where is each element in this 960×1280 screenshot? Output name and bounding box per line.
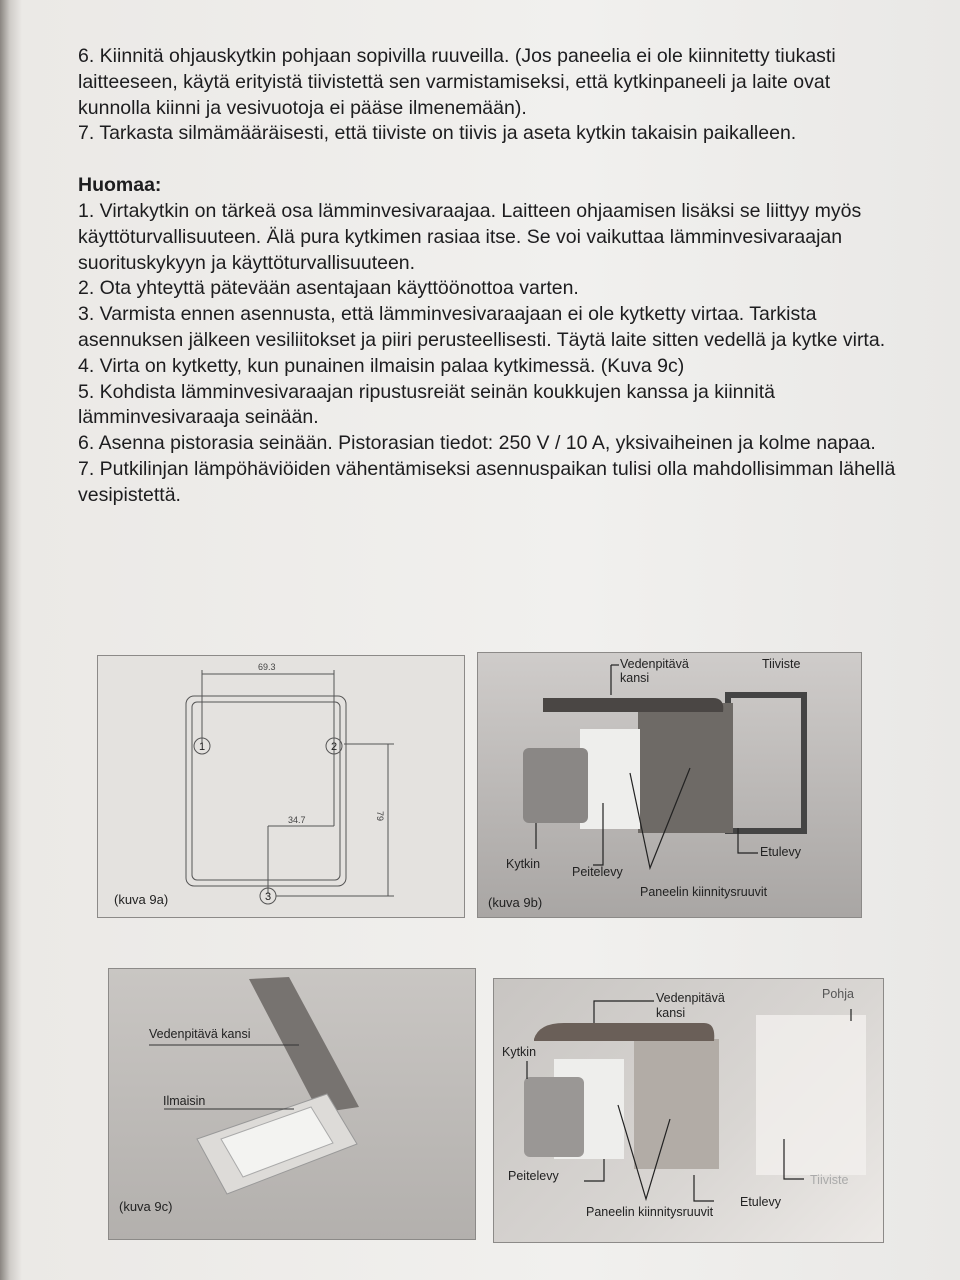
note-1: 1. Virtakytkin on tärkeä osa lämminvesivaraajaa. Laitteen ohjaamisen lisäksi se liittyy myös käyttöturvallisuuteen. Älä pura kytkimen rasiaa itse. Se voi vaikuttaa lämminvesivaraajan suorituskykyyn ja käyttöturvallisuuteen. — [78, 199, 862, 274]
label-indicator: Ilmaisin — [163, 1094, 206, 1108]
label-switch: Kytkin — [506, 857, 541, 871]
hole-1: 1 — [199, 741, 206, 753]
note-2: 2. Ota yhteyttä pätevään asentajaan käyttöönottoa varten. — [78, 277, 579, 300]
note-7: 7. Putkilinjan lämpöhäviöiden vähentämiseksi asennuspaikan tulisi olla mahdollisimman lähellä vesipistettä. — [78, 457, 896, 506]
hole-2: 2 — [331, 741, 338, 753]
note-heading: Huomaa: — [78, 174, 162, 197]
figure-9a — [97, 655, 465, 918]
figure-9c — [108, 968, 476, 1240]
note-3: 3. Varmista ennen asennusta, että lämminvesivaraajaan ei ole kytketty virtaa. Tarkista asennuksen jälkeen vesiliitokset ja piiri perusteellisesti. Täytä laite sitten vedellä ja kytke virta. — [78, 303, 886, 351]
dimension-drawing — [98, 656, 465, 918]
figure-9d — [493, 978, 884, 1243]
figure-9b — [477, 652, 862, 918]
dim-width: 69.3 — [258, 662, 276, 672]
label-screws: Paneelin kiinnitysruuvit — [586, 1205, 714, 1219]
caption-9a: (kuva 9a) — [114, 892, 169, 907]
step-7: 7. Tarkasta silmämääräisesti, että tiiviste on tiivis ja aseta kytkin takaisin paikalleen. — [78, 122, 797, 145]
label-screws: Paneelin kiinnitysruuvit — [640, 885, 768, 899]
caption-9c: (kuva 9c) — [119, 1199, 173, 1214]
caption-9b: (kuva 9b) — [488, 895, 543, 910]
dim-half: 34.7 — [288, 815, 306, 825]
dim-height: 79 — [375, 811, 385, 822]
step-6: 6. Kiinnitä ohjauskytkin pohjaan sopivilla ruuveilla. (Jos paneelia ei ole kiinnitetty tiukasti laitteeseen, käytä erityistä tiivistettä sen varmistamiseksi, että kytkinpaneeli ja laite ovat kunnolla kiinni ja vesivuotoja ei pääse ilmenemään). — [78, 45, 836, 119]
label-front-plate: Etulevy — [740, 1195, 781, 1209]
label-base: Pohja — [822, 987, 854, 1001]
label-switch: Kytkin — [502, 1045, 537, 1059]
label-front-plate: Etulevy — [760, 845, 801, 859]
label-cover-plate: Peitelevy — [572, 865, 623, 879]
label-cover: Vedenpitävä kansi — [656, 991, 725, 1020]
instruction-text — [78, 44, 908, 509]
note-6: 6. Asenna pistorasia seinään. Pistorasian tiedot: 250 V / 10 A, yksivaiheinen ja kolme napaa. — [78, 432, 876, 455]
label-cover-plate: Peitelevy — [508, 1169, 559, 1183]
label-seal: Tiiviste — [810, 1173, 849, 1187]
note-5: 5. Kohdista lämminvesivaraajan ripustusreiät seinän koukkujen kanssa ja kiinnitä lämminvesivaraaja seinään. — [78, 380, 775, 429]
label-cover: Vedenpitävä kansi — [620, 657, 689, 685]
exploded-view-9b — [478, 653, 862, 918]
label-seal: Tiiviste — [762, 657, 801, 671]
hole-3: 3 — [265, 891, 272, 903]
note-4: 4. Virta on kytketty, kun punainen ilmaisin palaa kytkimessä. (Kuva 9c) — [78, 354, 685, 377]
label-cover: Vedenpitävä kansi — [149, 1027, 251, 1041]
